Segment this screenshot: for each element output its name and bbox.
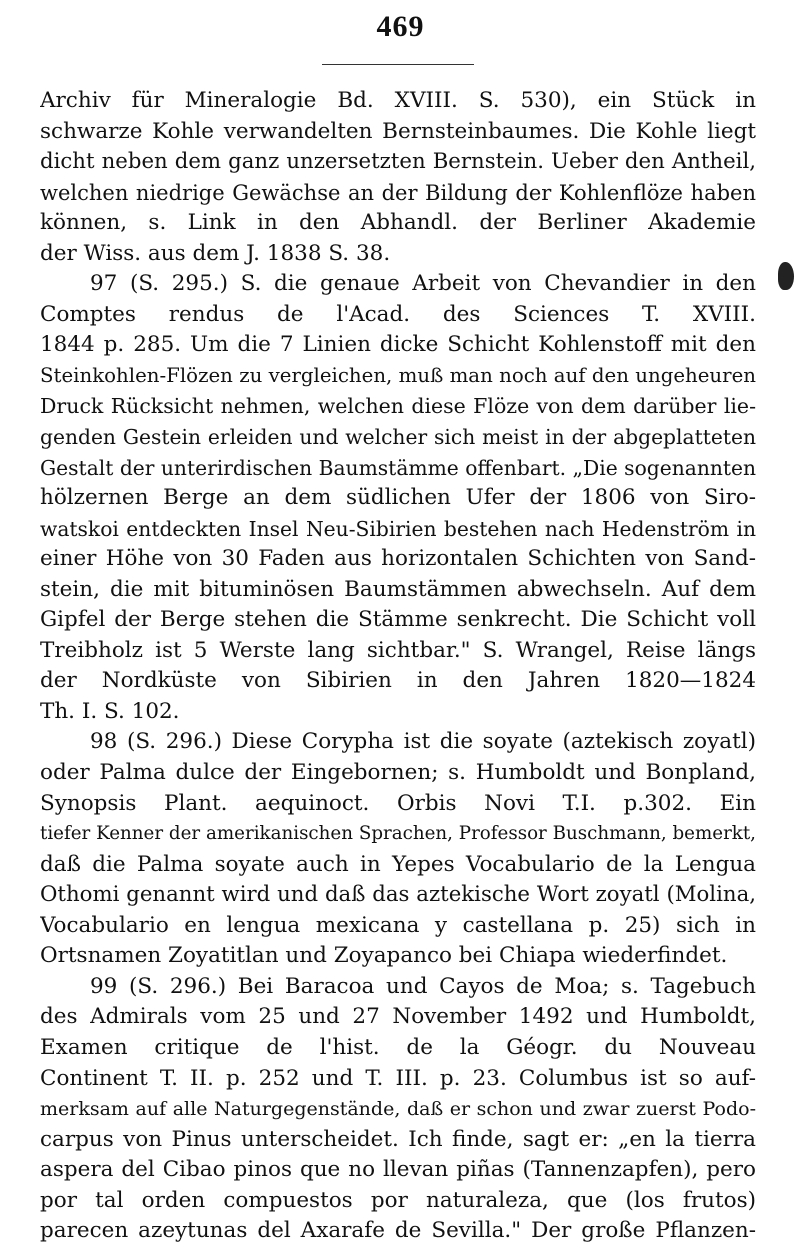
text-line: Comptes rendus de l'Acad. des Sciences T. XVIII. [40, 301, 756, 327]
body-text [40, 86, 756, 1247]
text-line: Steinkohlen-Flözen zu vergleichen, muß man noch auf den ungeheuren [40, 363, 756, 387]
text-line: des Admirals vom 25 und 27 November 1492 und Humboldt, [40, 1004, 756, 1030]
page-number: 469 [376, 10, 425, 43]
footnote-97-start: 97 (S. 295.) S. die genaue Arbeit von Chevandier in den [90, 271, 756, 297]
text-line: stein, die mit bituminösen Baumstämmen abwechseln. Auf dem [40, 576, 756, 602]
text-line: Gipfel der Berge stehen die Stämme senkrecht. Die Schicht voll [40, 607, 756, 633]
text-line: Treibholz ist 5 Werste lang sichtbar." S. Wrangel, Reise längs [40, 637, 756, 663]
text-line: por tal orden compuestos por naturaleza, que (los frutos) [40, 1187, 756, 1213]
footnote-98-start: 98 (S. 296.) Diese Corypha ist die soyate (aztekisch zoyatl) [90, 729, 756, 755]
text-line: dicht neben dem ganz unzersetzten Bernstein. Ueber den Antheil, [40, 149, 756, 175]
text-line: Gestalt der unterirdischen Baumstämme offenbart. „Die sogenannten [40, 455, 756, 480]
text-line: daß die Palma soyate auch in Yepes Vocabulario de la Lengua [40, 851, 756, 877]
text-line: aspera del Cibao pinos que no llevan piñas (Tannenzapfen), pero [40, 1157, 756, 1183]
text-line: schwarze Kohle verwandelten Bernsteinbaumes. Die Kohle liegt [40, 118, 756, 144]
text-line: hölzernen Berge an dem südlichen Ufer der 1806 von Siro- [40, 485, 756, 511]
text-line: genden Gestein erleiden und welcher sich meist in der abgeplatteten [40, 425, 756, 450]
text-line: Vocabulario en lengua mexicana y castellana p. 25) sich in [40, 912, 756, 938]
text-line: 1844 p. 285. Um die 7 Linien dicke Schicht Kohlenstoff mit den [40, 332, 756, 358]
text-line: Examen critique de l'hist. de la Géogr. du Nouveau [40, 1034, 756, 1060]
text-line: Th. I. S. 102. [40, 698, 180, 724]
text-line: tiefer Kenner der amerikanischen Sprachen, Professor Buschmann, bemerkt, [40, 823, 756, 845]
text-line: Othomi genannt wird und daß das aztekische Wort zoyatl (Molina, [40, 882, 756, 908]
text-line: der Nordküste von Sibirien in den Jahren 1820—1824 [40, 668, 756, 694]
text-line: einer Höhe von 30 Faden aus horizontalen Schichten von Sand- [40, 546, 756, 572]
header-rule [322, 64, 474, 65]
text-line: merksam auf alle Naturgegenstände, daß er schon und zwar zuerst Podo- [40, 1098, 756, 1121]
text-line: Druck Rücksicht nehmen, welchen diese Flöze von dem darüber lie- [40, 394, 756, 419]
text-line: Continent T. II. p. 252 und T. III. p. 23. Columbus ist so auf- [40, 1065, 756, 1091]
footnote-99-start: 99 (S. 296.) Bei Baracoa und Cayos de Moa; s. Tagebuch [90, 973, 756, 999]
text-line: parecen azeytunas del Axarafe de Sevilla." Der große Pflanzen- [40, 1218, 756, 1244]
margin-ink-spot [778, 262, 794, 290]
text-line: Synopsis Plant. aequinoct. Orbis Novi T.I. p.302. Ein [40, 790, 756, 816]
text-line: Archiv für Mineralogie Bd. XVIII. S. 530), ein Stück in [40, 88, 756, 113]
text-line: watskoi entdeckten Insel Neu-Sibirien bestehen nach Hedenström in [40, 516, 756, 541]
text-line: oder Palma dulce der Eingebornen; s. Humboldt und Bonpland, [40, 760, 756, 786]
text-line: der Wiss. aus dem J. 1838 S. 38. [40, 240, 391, 266]
text-line: können, s. Link in den Abhandl. der Berliner Akademie [40, 210, 756, 236]
text-line: welchen niedrige Gewächse an der Bildung der Kohlenflöze haben [40, 180, 756, 205]
text-line: Ortsnamen Zoyatitlan und Zoyapanco bei Chiapa wiederfindet. [40, 943, 728, 969]
text-line: carpus von Pinus unterscheidet. Ich finde, sagt er: „en la tierra [40, 1126, 756, 1152]
